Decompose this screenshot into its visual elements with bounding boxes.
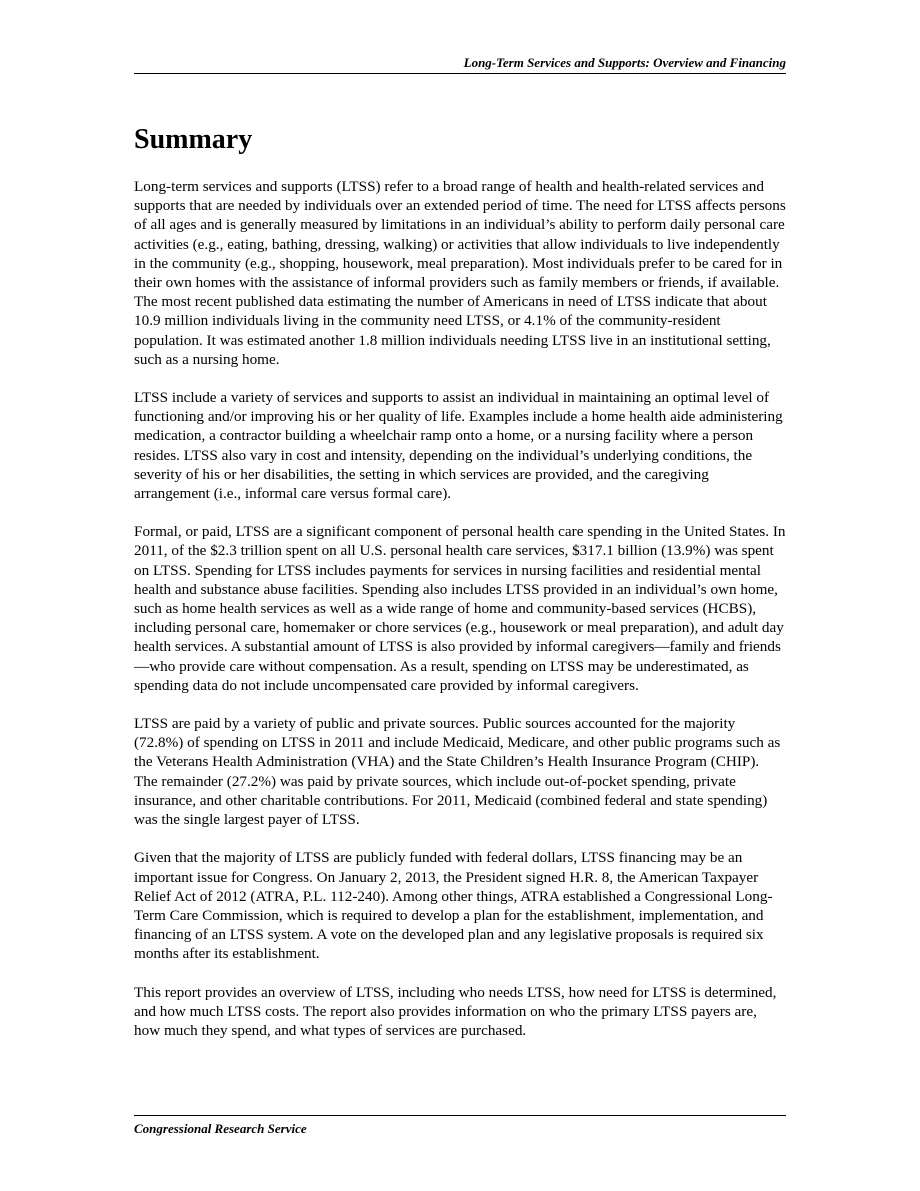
paragraph-report-overview: This report provides an overview of LTSS, including who needs LTSS, how need for LTSS is determined, and how much LTSS costs. The report also provides information on who the primary LTSS payers are, how much they spend, and what types of services are purchased.	[134, 983, 777, 1039]
paragraph-ltss-spending: Formal, or paid, LTSS are a significant component of personal health care spending in the United States. In 2011, of the $2.3 trillion spent on all U.S. personal health care services, $317.1 billion (13.9%) was spent on LTSS. Spending for LTSS includes payments for services in nursing facilities and residential mental health and substance abuse facilities. Spending also includes LTSS provided in an individual’s own home, such as home health services as well as a wide range of home and community-based services (HCBS), including personal care, homemaker or chore services (e.g., housework or meal preparation), and adult day health services. A substantial amount of LTSS is also provided by informal caregivers—family and friends—who provide care without compensation. As a result, spending on LTSS may be underestimated, as spending data do not include uncompensated care provided by informal caregivers.	[134, 523, 786, 694]
running-header: Long-Term Services and Supports: Overview and Financing	[463, 55, 786, 70]
summary-body	[134, 177, 786, 1059]
footer-rule	[134, 1115, 786, 1116]
paragraph-ltss-services: LTSS include a variety of services and supports to assist an individual in maintaining an optimal level of functioning and/or improving his or her quality of life. Examples include a home health aide administering medication, a contractor building a wheelchair ramp onto a home, or a nursing facility where a person resides. LTSS also vary in cost and intensity, depending on the individual’s underlying conditions, the severity of his or her disabilities, the setting in which services are provided, and the caregiving arrangement (i.e., informal care versus formal care).	[134, 389, 783, 503]
running-footer: Congressional Research Service	[134, 1121, 307, 1136]
page-title: Summary	[134, 124, 253, 155]
header-rule	[134, 73, 786, 74]
paragraph-ltss-definition: Long-term services and supports (LTSS) refer to a broad range of health and health-related services and supports that are needed by individuals over an extended period of time. The need for LTSS affects persons of all ages and is generally measured by limitations in an individual’s ability to perform daily personal care activities (e.g., eating, bathing, dressing, walking) or activities that allow individuals to live independently in the community (e.g., shopping, housework, meal preparation). Most individuals prefer to be cared for in their own homes with the assistance of informal providers such as family members or friends, if available. The most recent published data estimating the number of Americans in need of LTSS indicate that about 10.9 million individuals living in the community need LTSS, or 4.1% of the community-resident population. It was estimated another 1.8 million individuals needing LTSS live in an institutional setting, such as a nursing home.	[134, 178, 786, 368]
paragraph-ltss-payers: LTSS are paid by a variety of public and private sources. Public sources accounted for the majority (72.8%) of spending on LTSS in 2011 and include Medicaid, Medicare, and other public programs such as the Veterans Health Administration (VHA) and the State Children’s Health Insurance Program (CHIP). The remainder (27.2%) was paid by private sources, which include out-of-pocket spending, private insurance, and other charitable contributions. For 2011, Medicaid (combined federal and state spending) was the single largest payer of LTSS.	[134, 715, 781, 829]
paragraph-ltss-congress: Given that the majority of LTSS are publicly funded with federal dollars, LTSS financing may be an important issue for Congress. On January 2, 2013, the President signed H.R. 8, the American Taxpayer Relief Act of 2012 (ATRA, P.L. 112-240). Among other things, ATRA established a Congressional Long-Term Care Commission, which is required to develop a plan for the establishment, implementation, and financing of an LTSS system. A vote on the developed plan and any legislative proposals is required six months after its establishment.	[134, 849, 773, 963]
